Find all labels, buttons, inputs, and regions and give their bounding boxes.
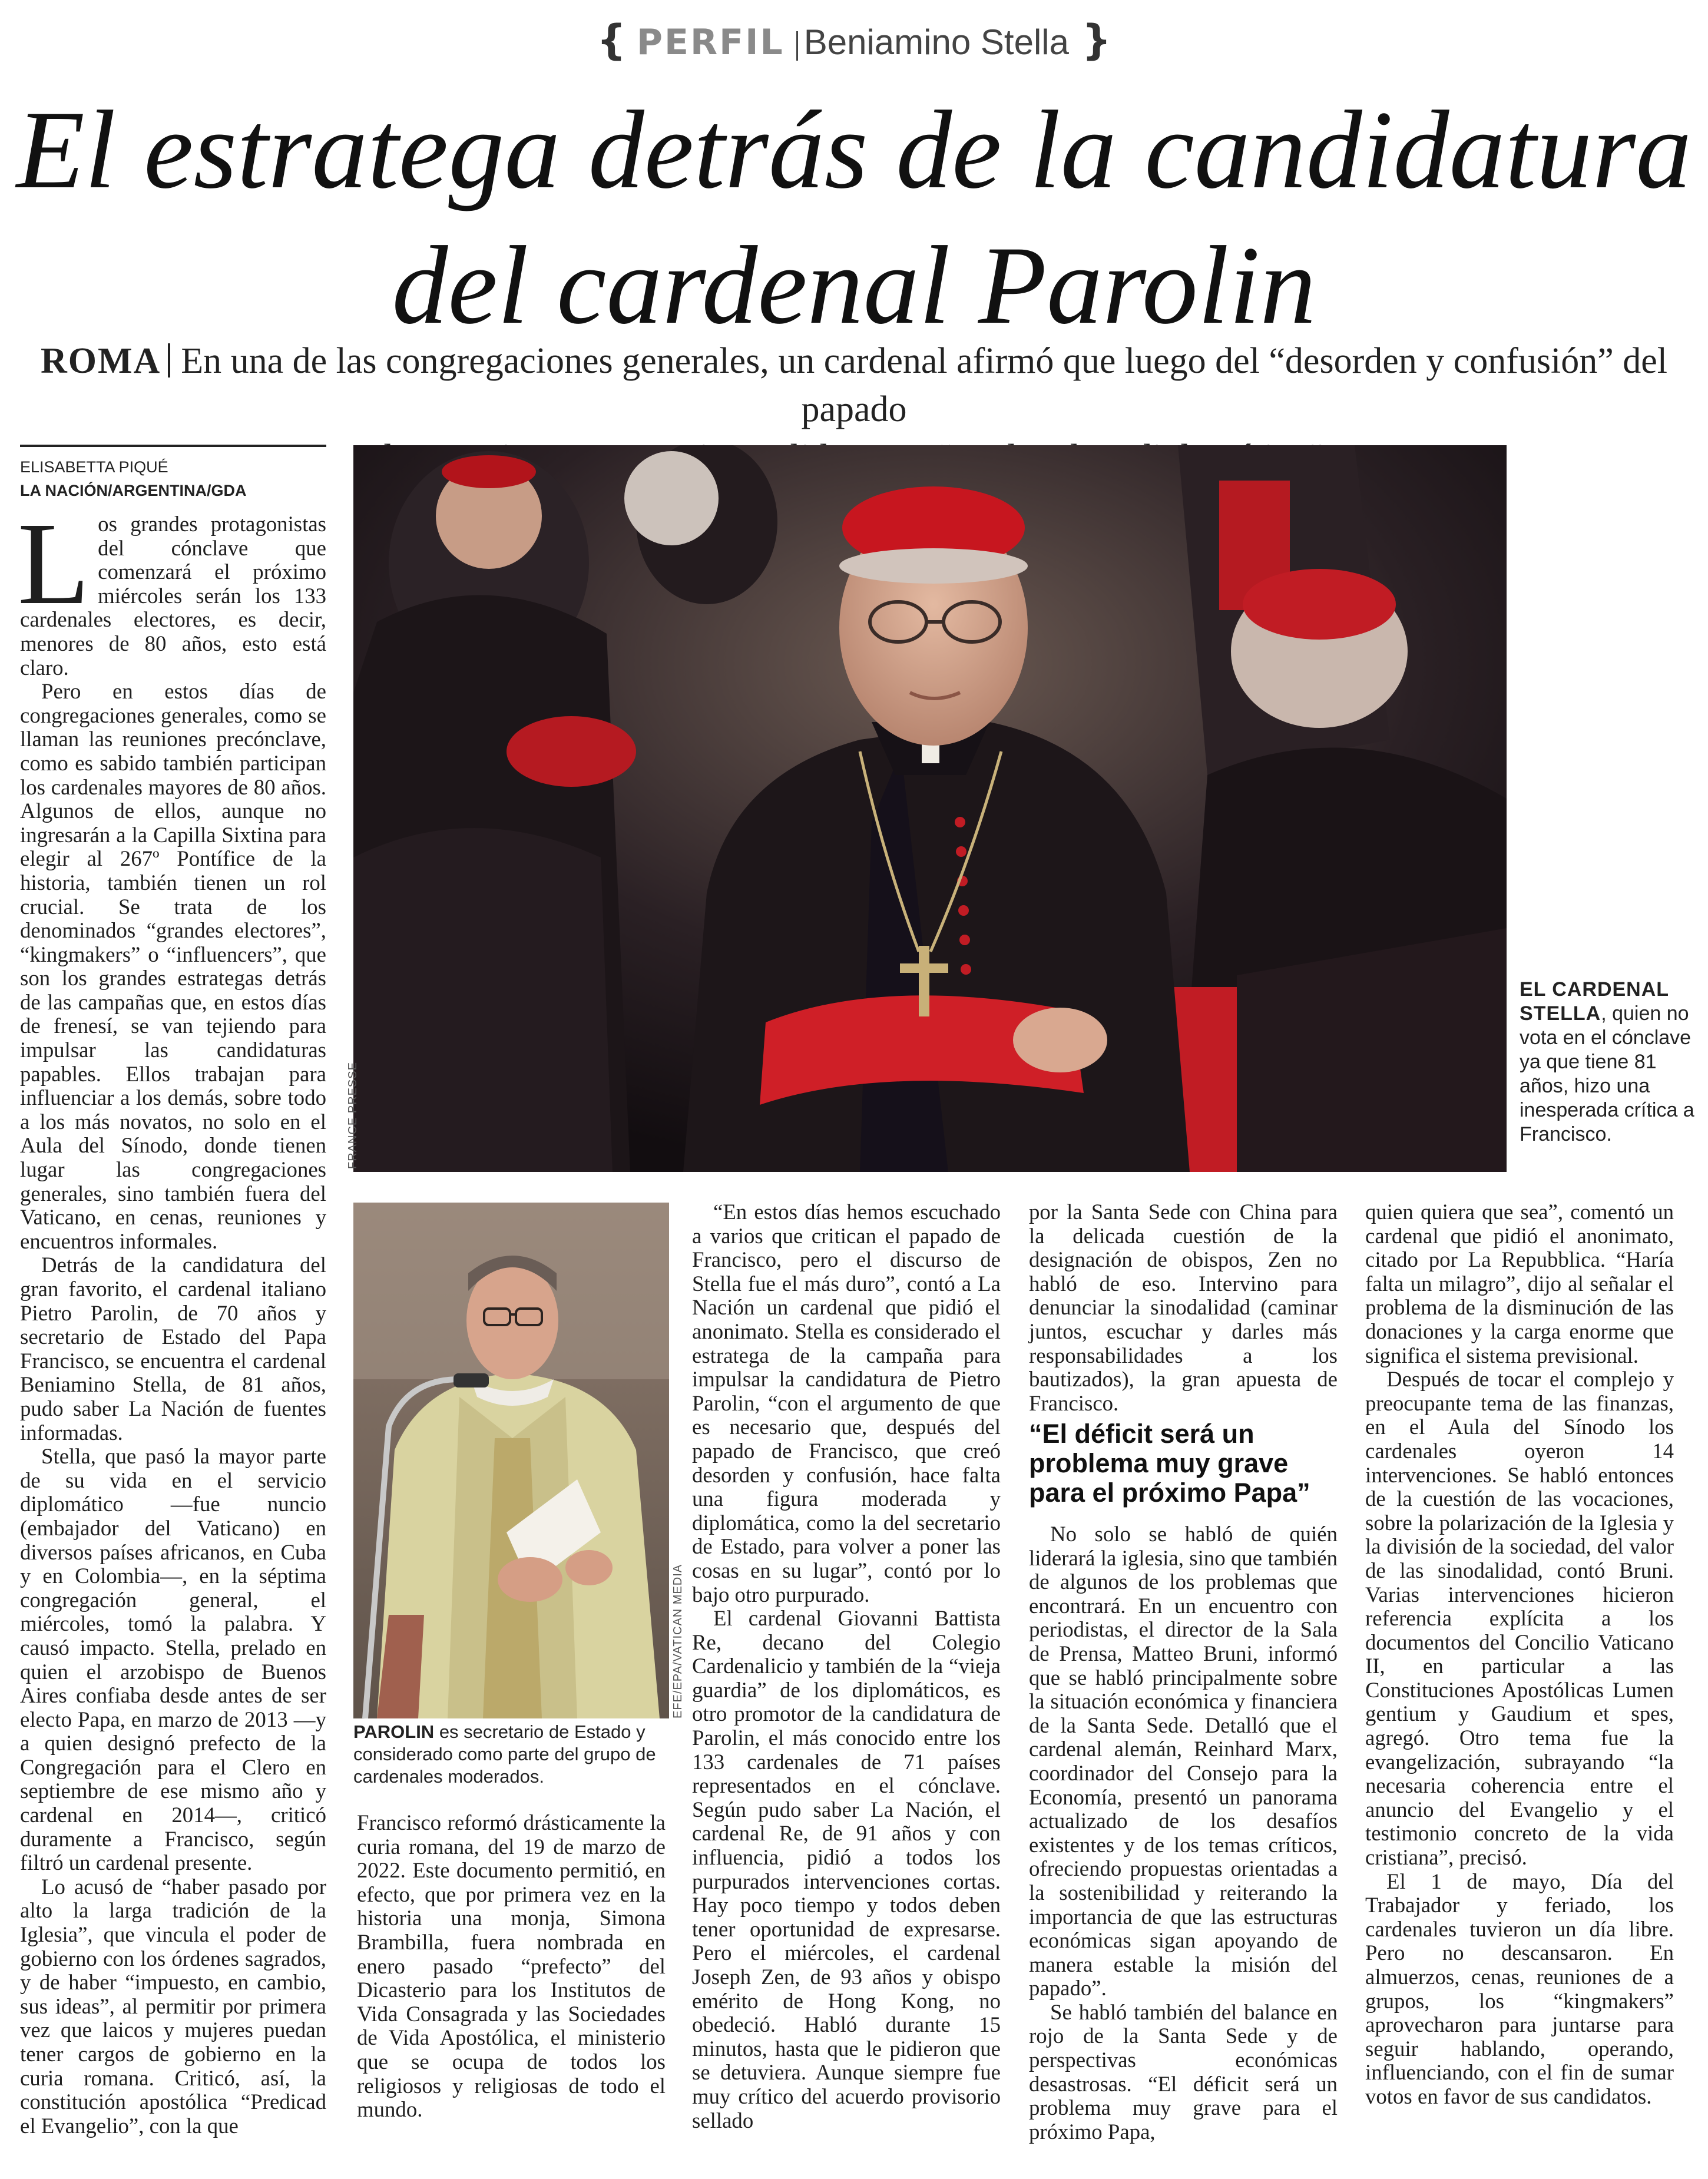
col5-paragraph-3: El 1 de mayo, Día del Trabajador y feriado, los cardenales tuvieron un día libre. Pero no descansaron. En almuerzos, cenas, reuniones de a grupos, los “kingmakers” aprovecharon para juntarse para seguir hablando, operando, influenciando, con el fin de sumar votos en favor de sus candidatos. xyxy=(1365,1869,1674,2108)
deck-line-1: En una de las congregaciones generales, un cardenal afirmó que luego del “desorden y confusión” del papado xyxy=(181,341,1668,429)
photo-parolin-image xyxy=(353,1203,669,1718)
col4-paragraph-1: por la Santa Sede con China para la delicada cuestión de la designación de obispos, Zen no habló de eso. Intervino para denunciar la sinodalidad (caminar juntos, escuchar y darles más responsabilidades a los bautizados), la gran apuesta de Francisco. xyxy=(1029,1200,1338,1415)
dateline-place: ROMA xyxy=(40,341,161,381)
col5-paragraph-2: Después de tocar el complejo y preocupante tema de las finanzas, en el Aula del Sínodo los cardenales oyeron 14 intervenciones. Se habló entonces de la cuestión de las vocaciones, sobre la polarización de la Iglesia y la división de la sociedad, del valor de las sinodalidad, contó Bruni. Varias intervenciones hicieron referencia explícita a los documentos del Concilio Vaticano II, en particular a las Constituciones Apostólicas Lumen gentium y Gaudium et spes, agregó. Otro tema fue la evangelización, subrayando “la necesaria coherencia entre el anuncio del Evangelio y el testimonio concreto de la vida cristiana”, precisó. xyxy=(1365,1367,1674,1870)
drop-cap: L xyxy=(18,499,90,629)
agency-name: LA NACIÓN/ARGENTINA/GDA xyxy=(20,482,247,499)
profile-subject: Beniamino Stella xyxy=(803,22,1069,62)
photo-cardinal-stella xyxy=(353,445,1507,1172)
kicker-divider xyxy=(796,31,798,61)
photo1-caption xyxy=(1520,978,1696,1147)
col1-paragraph-2: Pero en estos días de congregaciones generales, como se llaman las reuniones precónclave, como es sabido también participan los cardenales mayores de 80 años. Algunos de ellos, aunque no ingresarán a la Capilla Sixtina para elegir al 267º Pontífice de la historia, también tienen un rol crucial. Se trata de los denominados “grandes electores”, “kingmakers” o “influencers”, que son los grandes estrategas detrás de las campañas que, en estos días de frenesí, se van tejiendo para impulsar las candidaturas papables. Ellos trabajan para influenciar a los demás, sobre todo a los más novatos, no solo en el Aula del Sínodo, donde tienen lugar las congregaciones generales, sino también fuera del Vaticano, en cenas, reuniones y encuentros informales. xyxy=(20,679,326,1253)
col1-paragraph-5: Lo acusó de “haber pasado por alto la larga tradición de la Iglesia”, que vincula el poder de gobierno con los órdenes sagrados, y de haber “impuesto, en cambio, sus ideas”, al permitir por primera vez que laicos y mujeres puedan tener cargos de gobierno en la curia romana. Criticó, así, la constitución apostólica “Predicad el Evangelio”, con la que xyxy=(20,1874,326,2138)
col1-paragraph-3: Detrás de la candidatura del gran favorito, el cardenal italiano Pietro Parolin, de 70 años y secretario de Estado del Papa Francisco, se encuentra el cardenal Beniamino Stella, de 81 años, pudo saber La Nación de fuentes informadas. xyxy=(20,1253,326,1445)
col4-paragraph-2: No solo se habló de quién liderará la iglesia, sino que también de algunos de los problemas que encontrará. En un encuentro con periodistas, el director de la Sala de Prensa, Matteo Bruni, informó que se habló principalmente sobre la situación económica y financiera de la Santa Sede. Detalló que el cardenal alemán, Reinhard Marx, coordinador del Consejo para la Economía, presentó un panorama actualizado de los desafíos existentes y de los temas críticos, ofreciendo propuestas orientadas a la sostenibilidad y reiterando la importancia de que las estructuras económicas sigan apoyando de manera estable la misión del papado”. xyxy=(1029,1522,1338,2001)
dateline-divider xyxy=(168,343,170,377)
headline-line-2: del cardenal Parolin xyxy=(392,224,1316,347)
photo2-caption xyxy=(353,1721,671,1788)
col1-paragraph-4: Stella, que pasó la mayor parte de su vida en el servicio diplomático —fue nuncio (embajador del Vaticano) en diversos países africanos, en Cuba y en Colombia—, en la séptima congregación general, el miércoles, tomó la palabra. Y causó impacto. Stella, prelado en quien el arzobispo de Buenos Aires confiaba desde antes de ser electo Papa, en marzo de 2013 —y a quien designó prefecto de la Congregación para el Clero en septiembre de ese mismo año y cardenal en 2014—, criticó duramente a Francisco, según filtró un cardenal presente. xyxy=(20,1444,326,1875)
close-brace-icon: } xyxy=(1081,16,1111,64)
photo2-caption-text: es secretario de Estado y considerado como parte del grupo de cardenales moderados. xyxy=(353,1721,656,1787)
headline xyxy=(0,82,1708,353)
photo-parolin xyxy=(353,1203,669,1718)
column-1 xyxy=(18,499,326,2138)
byline xyxy=(20,445,326,502)
col3-paragraph-1: “En estos días hemos escuchado a varios que critican el papado de Francisco, pero el discurso de Stella fue el más duro”, contó a La Nación un cardenal que pidió el anonimato. Stella es considerado el estratega de la campaña para impulsar la candidatura de Pietro Parolin, “con el argumento de que es necesario que, después del papado de Francisco, que creó desorden y confusión, hace falta una figura moderada y diplomática, como la del secretario de Estado, para volver a poner las cosas en su lugar”, contó por lo bajo otro purpurado. xyxy=(692,1200,1001,1607)
photo1-caption-lead: EL CARDENAL STELLA xyxy=(1520,978,1669,1025)
kicker xyxy=(0,16,1708,66)
column-4-continued xyxy=(1029,1522,1338,2144)
headline-line-1: El estratega detrás de la candidatura xyxy=(16,88,1692,212)
column-4 xyxy=(1029,1200,1338,1415)
col3-paragraph-2: El cardenal Giovanni Battista Re, decano del Colegio Cardenalicio y también de la “vieja guardia” de los diplomáticos, es otro promotor de la candidatura de Parolin, el más conocido entre los 133 cardenales de 71 países representados en el cónclave. Según pudo saber La Nación, el cardenal Re, de 91 años y con influencia, pidió a todos los purpurados intervenciones cortas. Hay poco tiempo y todos deben tener oportunidad de expresarse. Pero el miércoles, el cardenal Joseph Zen, de 93 años y obispo emérito de Hong Kong, no obedeció. Habló durante 15 minutos, hasta que le pidieron que se detuviera. Aunque siempre fue muy crítico del acuerdo provisorio sellado xyxy=(692,1606,1001,2132)
photo2-caption-lead: PAROLIN xyxy=(353,1721,435,1742)
open-brace-icon: { xyxy=(597,16,626,64)
photo2-credit: EFE/EPA/VATICAN MEDIA xyxy=(671,1564,684,1718)
col5-paragraph-1: quien quiera que sea”, comentó un cardenal que pidió el anonimato, citado por La Repubblica. “Haría falta un milagro”, dijo al señalar el problema de la disminución de las donaciones y la carga enorme que significa el sistema previsional. xyxy=(1365,1200,1674,1367)
col2-paragraph-1: Francisco reformó drásticamente la curia romana, del 19 de marzo de 2022. Este documento permitió, en efecto, que por primera vez en la historia una monja, Simona Brambilla, fuera nombrada en enero pasado “prefecto” del Dicasterio para los Institutos de Vida Consagrada y las Sociedades de Vida Apostólica, el ministerio que se ocupa de todos los religiosos y religiosas de todo el mundo. xyxy=(357,1810,666,2122)
col1-paragraph-1: os grandes protagonistas del cónclave que comenzará el próximo miércoles serán los 133 cardenales electores, es decir, menores de 80 años, esto está claro. xyxy=(20,512,326,680)
photo1-credit: FRANCE PRESSE xyxy=(346,1062,359,1169)
column-2 xyxy=(357,1811,666,2122)
subhead: “El déficit será un problema muy grave para el próximo Papa” xyxy=(1029,1419,1310,1508)
section-label: PERFIL xyxy=(637,22,785,63)
column-3 xyxy=(692,1200,1001,2132)
photo-cardinal-stella-image xyxy=(353,445,1507,1172)
author-name: ELISABETTA PIQUÉ xyxy=(20,458,168,476)
photo1-caption-text: , quien no vota en el cónclave ya que tiene 81 años, hizo una inesperada crítica a Francisco. xyxy=(1520,1002,1694,1145)
column-5 xyxy=(1365,1200,1674,2109)
col4-paragraph-3: Se habló también del balance en rojo de la Santa Sede y de perspectivas económicas desastrosas. “El déficit será un problema muy grave para el próximo Papa, xyxy=(1029,1999,1338,2144)
